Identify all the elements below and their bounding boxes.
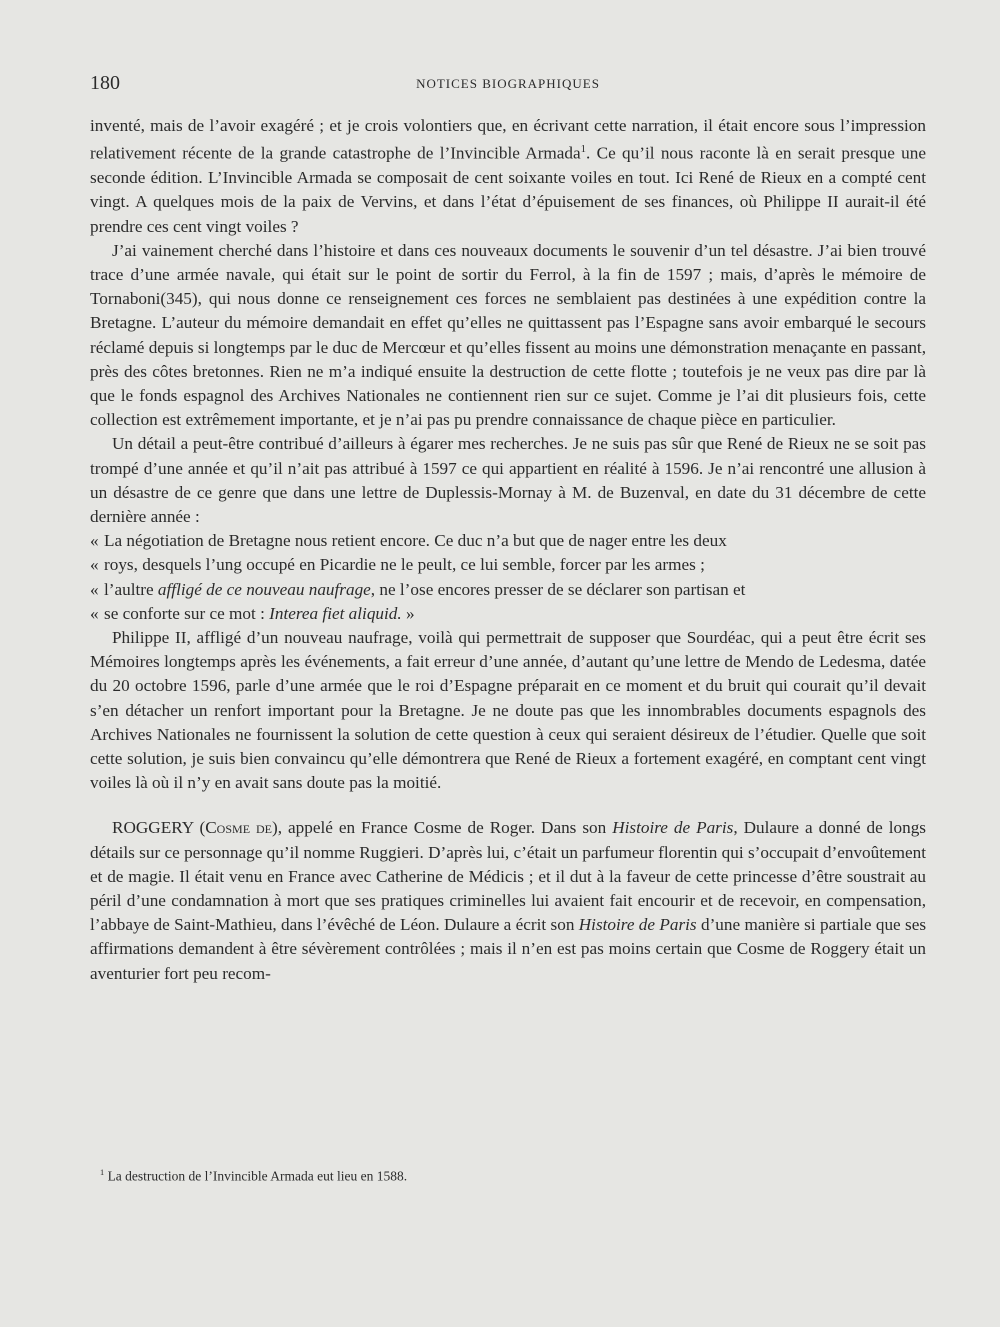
running-title: NOTICES BIOGRAPHIQUES	[416, 76, 600, 91]
paragraph-2: J’ai vainement cherché dans l’histoire et dans ces nouveaux documents le souvenir d’un tel désastre. J’ai bien trouvé trace d’une armée navale, qui était sur le point de sortir du Ferrol, à la fin de 1597 ; mais, d’après le mémoire de Tornaboni(345), qui nous donne ce renseignement ces forces ne semblaient pas destinées à une expédition contre la Bretagne. L’auteur du mémoire demandait en effet qu’elles ne quittassent pas l’Espagne sans avoir embarqué le secours réclamé depuis si longtemps par le duc de Mercœur et qu’elles fissent au moins une démonstration menaçante en passant, près des côtes bretonnes. Rien ne m’a indiqué ensuite la destruction de cette flotte ; toutefois je ne veux pas dire par là que le fonds espagnol des Archives Nationales ne contiennent rien sur ce sujet. Comme je l’ai dit plusieurs fois, cette collection est extrêmement importante, et je n’ai pas pu prendre connaissance de chaque pièce en particulier.	[90, 240, 926, 430]
quote-mark: «	[90, 579, 99, 599]
quote-italic-phrase: affligé de ce nouveau naufrage	[157, 579, 371, 599]
entry-name: ROGGERY	[112, 818, 194, 838]
quote-line-1: « La négotiation de Bretagne nous retient encore. Ce duc n’a but que de nager entre les deux	[90, 529, 926, 553]
book-title: Histoire de Paris	[578, 915, 697, 935]
quote-line-2: « roys, desquels l’ung occupé en Picardie ne le peult, ce lui semble, forcer par les armes ;	[90, 553, 926, 577]
quote-line-3: « l’aultre affligé de ce nouveau naufrage, ne l’ose encores presser de se déclarer son partisan et	[90, 578, 926, 602]
entry-name-particle: Cosme de	[205, 818, 272, 838]
quote-mark: «	[90, 603, 99, 623]
book-title: Histoire de Paris	[612, 818, 734, 838]
entry-roggery: ROGGERY (Cosme de), appelé en France Cosme de Roger. Dans son Histoire de Paris, Dulaure a donné de longs détails sur ce personnage qu’il nomme Ruggieri. D’après lui, c’était un parfumeur florentin qui s’occupait d’envoûtement et de magie. Il était venu en France avec Catherine de Médicis ; et il dut à la faveur de cette princesse d’être soustrait au péril d’une condamnation à mort que ses pratiques criminelles lui avaient fait encourir et de recevoir, en compensation, l’abbaye de Saint-Mathieu, dans l’évêché de Léon. Dulaure a écrit son Histoire de Paris d’une manière si partiale que ses affirmations demandent à être sévèrement contrôlées ; mais il n’en est pas moins certain que Cosme de Roggery était un aventurier fort peu recom-	[90, 818, 927, 983]
page-header	[90, 72, 926, 96]
page-number: 180	[90, 72, 120, 94]
paragraph-4: Philippe II, affligé d’un nouveau naufrage, voilà qui permettrait de supposer que Sourdéac, qui a peut être écrit ses Mémoires longtemps après les événements, a fait erreur d’une année, d’autant qu’une lettre de Mendo de Ledesma, datée du 20 octobre 1596, parle d’une armée que le roi d’Espagne préparait en ce moment et du bruit qui courait qu’il devait s’en détacher un renfort important pour la Bretagne. Je ne doute pas que les innombrables documents espagnols des Archives Nationales ne fournissent la solution de cette question à ceux qui seraient désireux de l’étudier. Quelle que soit cette solution, je suis bien convaincu qu’elle démontrera que René de Rieux a fortement exagéré, en comptant cent vingt voiles là où il n’y en avait sans doute pas la moitié.	[90, 628, 926, 793]
footnote-text: La destruction de l’Invincible Armada eut lieu en 1588.	[107, 1168, 408, 1184]
main-text	[90, 114, 926, 986]
quote-mark: «	[90, 531, 99, 551]
footnote	[100, 1168, 407, 1185]
paragraph-1-text-b: . Ce qu’il nous raconte là en serait presque une seconde édition. L’Invincible Armada se composait de cent soixante voiles en tout. Ici René de Rieux en a compté cent vingt. A quelques mois de la paix de Vervins, et dans l’état d’épuisement de ses finances, où Philippe II aurait-il été prendre ces cent vingt voiles ?	[90, 143, 926, 236]
paragraph-3: Un détail a peut-être contribué d’ailleurs à égarer mes recherches. Je ne suis pas sûr que René de Rieux ne se soit pas trompé d’une année et qu’il n’ait pas attribué à 1597 ce qui appartient en réalité à 1596. Je n’ai rencontré une allusion à un désastre de ce genre que dans une lettre de Duplessis-Mornay à M. de Buzenval, en date du 31 décembre de cette dernière année :	[90, 434, 926, 526]
paragraph-1-text-a: inventé, mais de l’avoir exagéré ; et je crois volontiers que, en écrivant cette narration, il était encore sous l’impression relativement récente de la grande catastrophe de l’Invincible Armada	[90, 116, 926, 163]
quotation	[90, 529, 926, 626]
quote-latin-phrase: Interea fiet aliquid.	[269, 603, 402, 623]
quote-line-4: « se conforte sur ce mot : Interea fiet aliquid. »	[90, 602, 926, 626]
paragraph-1	[90, 114, 926, 239]
footnote-marker: 1	[100, 1168, 105, 1177]
quote-mark: «	[90, 555, 99, 575]
footnote-reference: 1	[580, 144, 586, 156]
